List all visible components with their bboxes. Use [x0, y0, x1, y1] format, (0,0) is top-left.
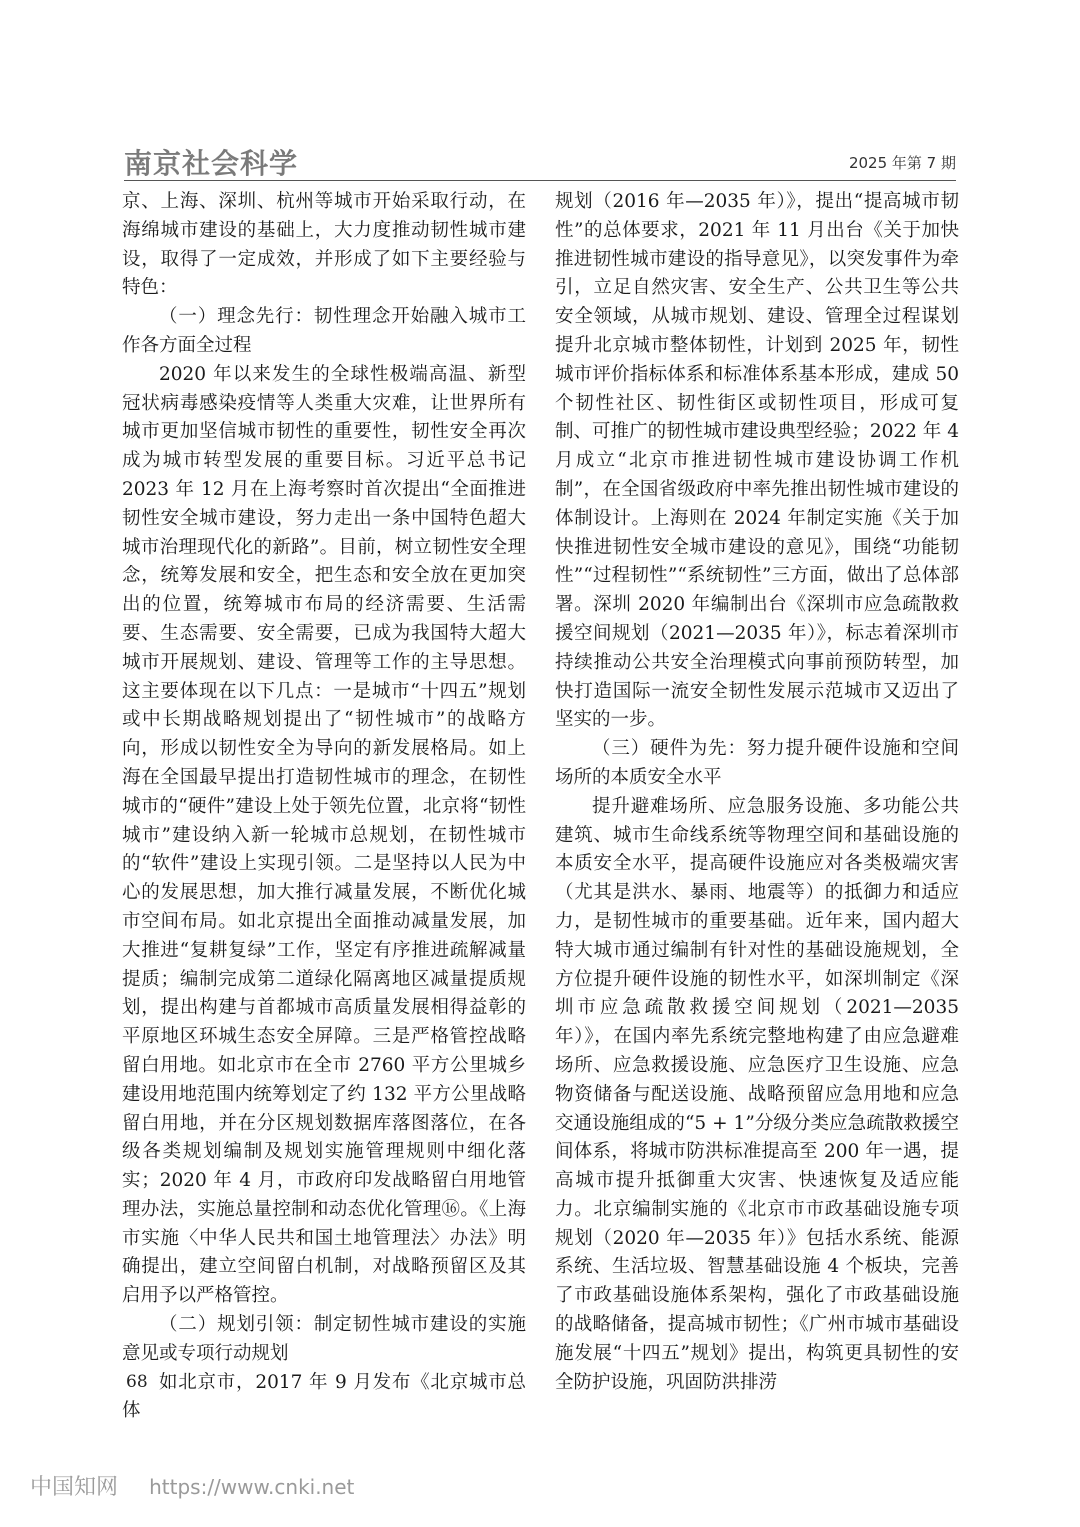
section-heading: （二）规划引领：制定韧性城市建设的实施意见或专项行动规划 [122, 1314, 526, 1364]
left-column [122, 188, 526, 1426]
paragraph: 2020 年以来发生的全球性极端高温、新型冠状病毒感染疫情等人类重大灾难，让世界所有城市更加坚信城市韧性的重要性，韧性安全再次成为城市转型发展的重要目标。习近平总书记 2023 年 12 月在上海考察时首次提出“全面推进韧性安全城市建设，努力走出一条中国特色超大城市治理现代化的新路”。目前，树立韧性安全理念，统筹发展和安全，把生态和安全放在更加突出的位置，统筹城市布局的经济需要、生活需要、生态需要、安全需要，已成为我国特大超大城市开展规划、建设、管理等工作的主导思想。这主要体现在以下几点：一是城市“十四五”规划或中长期战略规划提出了“韧性城市”的战略方向，形成以韧性安全为导向的新发展格局。如上海在全国最早提出打造韧性城市的理念，在韧性城市的“硬件”建设上处于领先位置，北京将“韧性城市”建设纳入新一轮城市总规划，在韧性城市的“软件”建设上实现引领。二是坚持以人民为中心的发展思想，加大推行减量发展，不断优化城市空间布局。如北京提出全面推动减量发展，加大推进“复耕复绿”工作，坚定有序推进疏解减量提质；编制完成第二道绿化隔离地区减量提质规划，提出构建与首都城市高质量发展相得益彰的平原地区环城生态安全屏障。三是严格管控战略留白用地。如北京市在全市 2760 平方公里城乡建设用地范围内统筹划定了约 132 平方公里战略留白用地，并在分区规划数据库落图落位，在各级各类规划编制及规划实施管理规则中细化落实；2020 年 4 月，市政府印发战略留白用地管理办法，实施总量控制和动态优化管理⑯。《上海市实施〈中华人民共和国土地管理法〉办法》明确提出，建立空间留白机制，对战略预留区及其启用予以严格管控。 [122, 363, 526, 1307]
journal-title: 南京社会科学 [124, 147, 299, 180]
watermark-url: https://www.cnki.net [149, 1475, 355, 1499]
section-heading: （三）硬件为先：努力提升硬件设施和空间场所的本质安全水平 [555, 738, 959, 788]
paragraph: 规划（2016 年—2035 年）》，提出“提高城市韧性”的总体要求，2021 年 11 月出台《关于加快推进韧性城市建设的指导意见》，以突发事件为牵引，立足自然灾害、安全生产、公共卫生等公共安全领域，从城市规划、建设、管理全过程谋划提升北京城市整体韧性，计划到 2025 年，韧性城市评价指标体系和标准体系基本形成，建成 50 个韧性社区、韧性街区或韧性项目，形成可复制、可推广的韧性城市建设典型经验；2022 年 4 月成立“北京市推进韧性城市建设协调工作机制”，在全国省级政府中率先推出韧性城市建设的体制设计。上海则在 2024 年制定实施《关于加快推进韧性安全城市建设的意见》，围绕“功能韧性”“过程韧性”“系统韧性”三方面，做出了总体部署。深圳 2020 年编制出台《深圳市应急疏散救援空间规划（2021—2035 年）》，标志着深圳市持续推动公共安全治理模式向事前预防转型，加快打造国际一流安全韧性发展示范城市又迈出了坚实的一步。 [555, 191, 959, 731]
paragraph: 如北京市，2017 年 9 月发布《北京城市总体 [122, 1371, 526, 1422]
right-column [555, 188, 959, 1397]
header-divider [124, 180, 956, 181]
watermark [30, 1470, 354, 1501]
paragraph: 提升避难场所、应急服务设施、多功能公共建筑、城市生命线系统等物理空间和基础设施的本质安全水平，提高硬件设施应对各类极端灾害（尤其是洪水、暴雨、地震等）的抵御力和适应力，是韧性城市的重要基础。近年来，国内超大特大城市通过编制有针对性的基础设施规划，全方位提升硬件设施的韧性水平，如深圳制定《深圳市应急疏散救援空间规划（2021—2035 年）》，在国内率先系统完整地构建了由应急避难场所、应急救援设施、应急医疗卫生设施、应急物资储备与配送设施、战略预留应急用地和应急交通设施组成的“5 + 1”分级分类应急疏散救援空间体系，将城市防洪标准提高至 200 年一遇，提高城市提升抵御重大灾害、快速恢复及适应能力。北京编制实施的《北京市市政基础设施专项规划（2020 年—2035 年）》包括水系统、能源系统、生活垃圾、智慧基础设施 4 个板块，完善了市政基础设施体系架构，强化了市政基础设施的战略储备，提高城市韧性；《广州市城市基础设施发展“十四五”规划》提出，构筑更具韧性的安全防护设施，巩固防洪排涝 [555, 795, 959, 1393]
section-heading: （一）理念先行：韧性理念开始融入城市工作各方面全过程 [122, 306, 526, 356]
paragraph: 京、上海、深圳、杭州等城市开始采取行动，在海绵城市建设的基础上，大力度推动韧性城市建设，取得了一定成效，并形成了如下主要经验与特色： [122, 191, 526, 299]
issue-label: 2025 年第 7 期 [848, 154, 956, 172]
page-number: 68 [126, 1372, 148, 1392]
watermark-brand: 中国知网 [30, 1475, 119, 1500]
